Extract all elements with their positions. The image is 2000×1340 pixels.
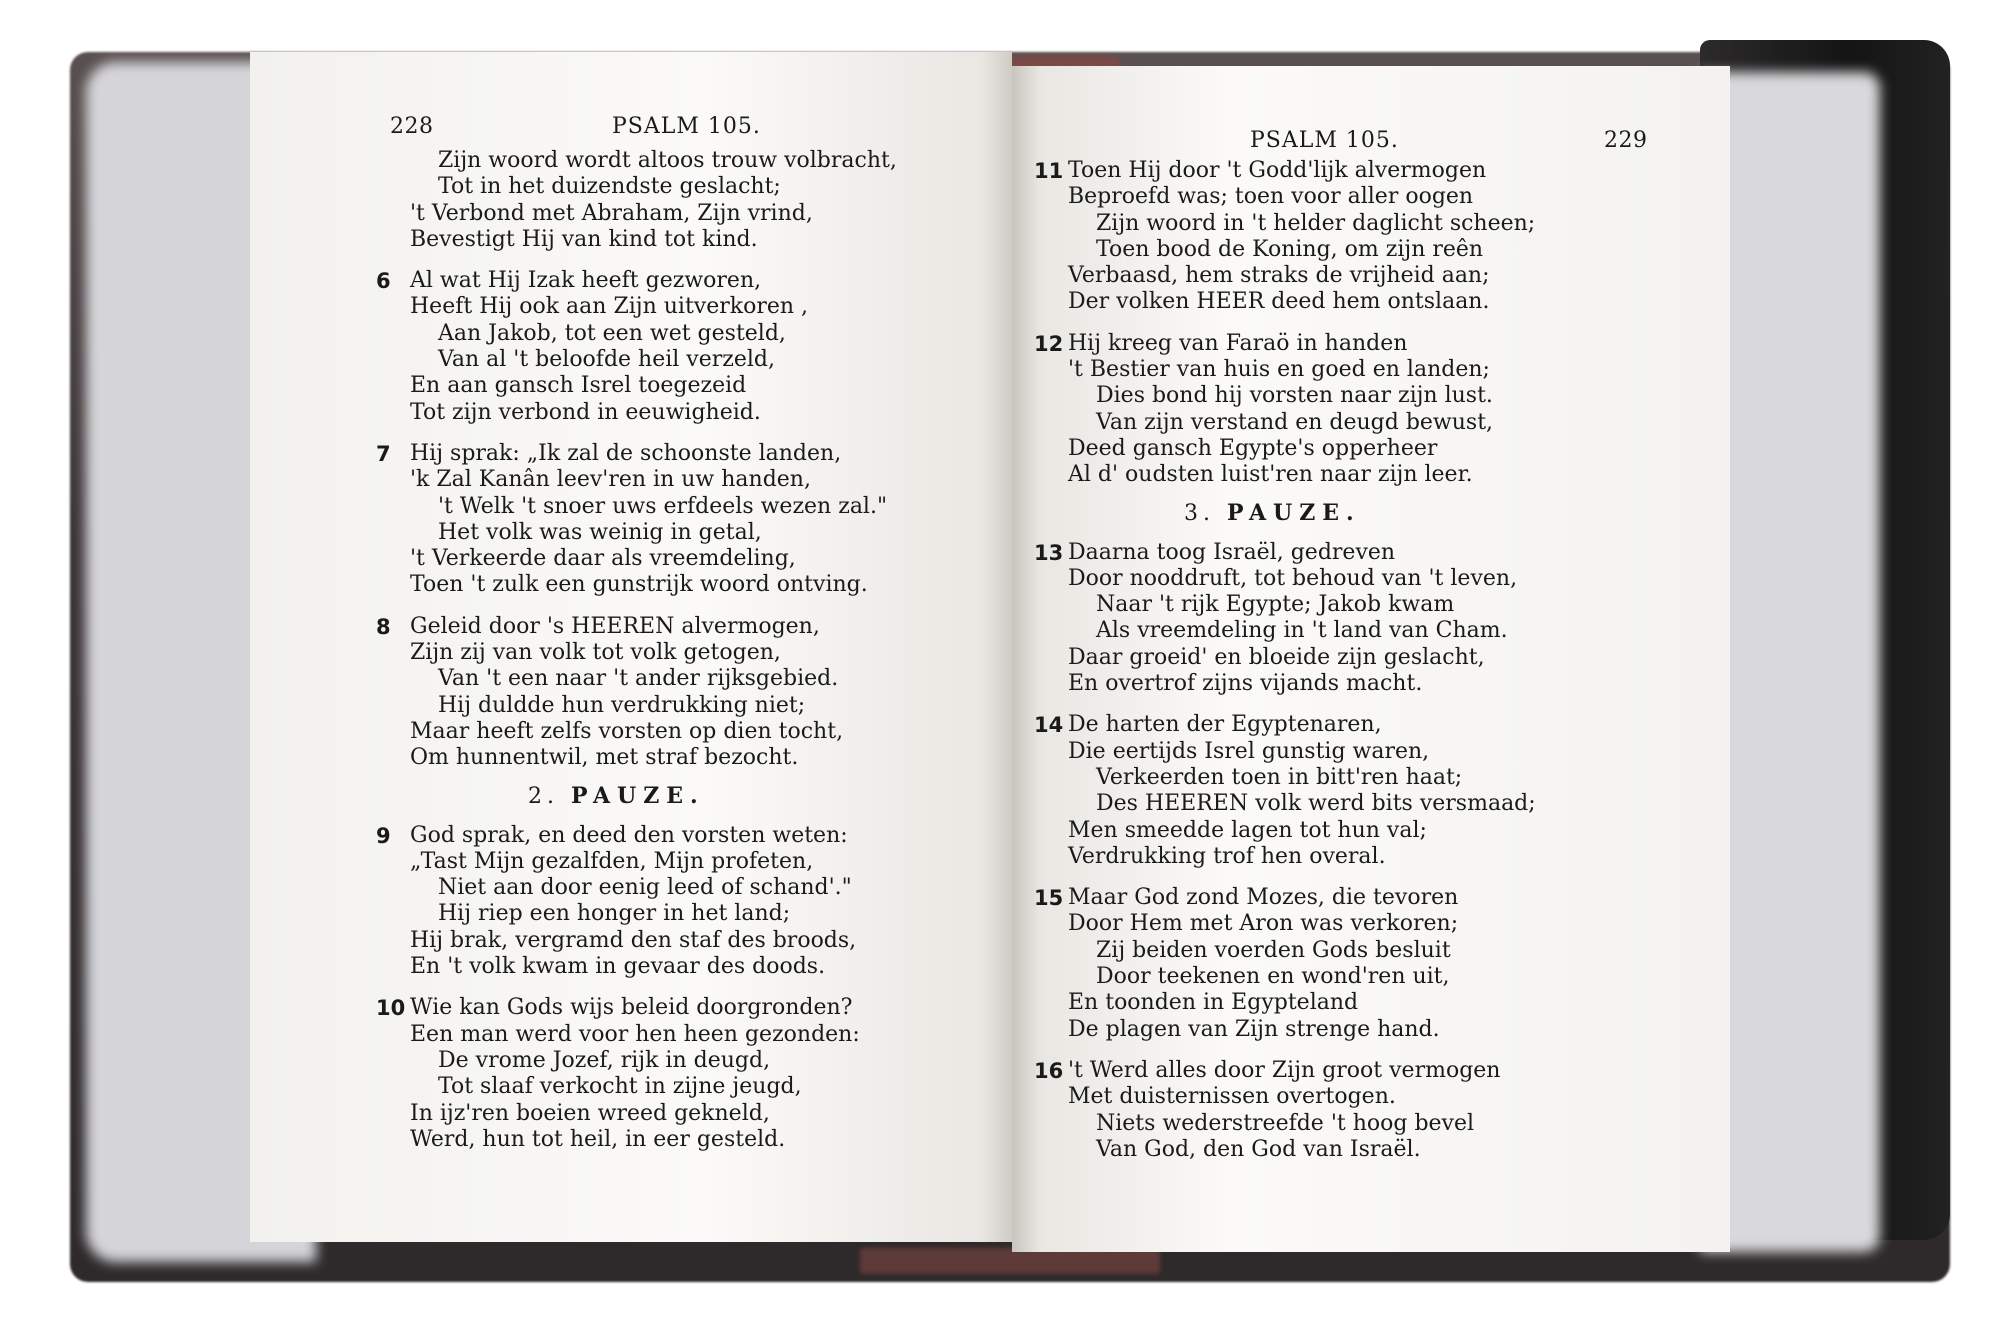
- verse-line: Met duisternissen overtogen.: [1068, 1084, 1396, 1110]
- verse-line: Dies bond hij vorsten naar zijn lust.: [1096, 383, 1493, 409]
- verse-line: Door Hem met Aron was verkoren;: [1068, 911, 1459, 937]
- verse-line: Bevestigt Hij van kind tot kind.: [410, 226, 758, 252]
- verse-line: Hij sprak: „Ik zal de schoonste landen,: [410, 440, 842, 466]
- stanza-7: [376, 440, 897, 599]
- verse-line: In ijz'ren boeien wreed gekneld,: [410, 1100, 770, 1126]
- right-page-text: [1034, 158, 1536, 1178]
- verse-line: God sprak, en deed den vorsten weten:: [410, 822, 848, 848]
- stanza-number: 14: [1034, 713, 1064, 738]
- verse-line: Van God, den God van Israël.: [1096, 1136, 1421, 1162]
- stanza-12: [1034, 330, 1536, 489]
- stanza-9: [376, 822, 897, 981]
- verse-line: Om hunnentwil, met straf bezocht.: [410, 745, 799, 771]
- page-number: 229: [1604, 128, 1648, 153]
- verse-line: Van al 't beloofde heil verzeld,: [438, 347, 775, 373]
- stanza-6: [376, 268, 897, 426]
- right-page: [1012, 66, 1730, 1252]
- pause-text: PAUZE.: [571, 782, 705, 809]
- verse-line: Verkeerden toen in bitt'ren haat;: [1096, 764, 1463, 790]
- pause-heading: [410, 783, 897, 813]
- verse-line: Toen Hij door 't Godd'lijk alvermogen: [1068, 158, 1487, 183]
- verse-line: Van 't een naar 't ander rijksgebied.: [438, 666, 839, 692]
- verse-line: De plagen van Zijn strenge hand.: [1068, 1016, 1440, 1042]
- verse-line: Zijn woord in 't helder daglicht scheen;: [1096, 210, 1536, 236]
- stanza-number: 11: [1034, 159, 1064, 183]
- verse-line: Aan Jakob, tot een wet gesteld,: [438, 320, 786, 346]
- stanza-number: 6: [376, 269, 391, 294]
- verse-line: Het volk was weinig in getal,: [438, 519, 762, 545]
- verse-line: Daarna toog Israël, gedreven: [1068, 539, 1396, 565]
- verse-line: Hij brak, vergramd den staf des broods,: [410, 927, 857, 953]
- stanza-10: [376, 995, 897, 1153]
- verse-line: Beproefd was; toen voor aller oogen: [1068, 184, 1474, 210]
- verse-line: Door teekenen en wond'ren uit,: [1096, 964, 1450, 990]
- stanza-number: 13: [1034, 540, 1064, 565]
- verse-line: 't Verkeerde daar als vreemdeling,: [410, 546, 796, 572]
- verse-line: Der volken HEER deed hem ontslaan.: [1068, 289, 1490, 315]
- stanza-13: [1034, 539, 1536, 698]
- pause-heading: [1068, 500, 1536, 530]
- stanza-continued: [410, 148, 897, 253]
- stanza-14: [1034, 712, 1536, 870]
- verse-line: Al d' oudsten luist'ren naar zijn leer.: [1068, 462, 1473, 488]
- verse-line: 't Welk 't snoer uws erfdeels wezen zal.": [438, 493, 888, 519]
- verse-line: Men smeedde lagen tot hun val;: [1068, 817, 1427, 843]
- verse-line: En aan gansch Isrel toegezeid: [410, 373, 747, 399]
- verse-line: Daar groeid' en bloeide zijn geslacht,: [1068, 644, 1485, 670]
- verse-line: Verdrukking trof hen overal.: [1068, 843, 1386, 869]
- pause-label: 3.: [1184, 500, 1215, 526]
- verse-line: Als vreemdeling in 't land van Cham.: [1096, 618, 1508, 644]
- verse-line: De harten der Egyptenaren,: [1068, 712, 1382, 738]
- verse-line: Geleid door 's HEEREN alvermogen,: [410, 613, 820, 639]
- verse-line: Toen bood de Koning, om zijn reên: [1096, 236, 1484, 262]
- stanza-number: 10: [376, 996, 406, 1021]
- stanza-number: 16: [1034, 1058, 1064, 1083]
- verse-line: Al wat Hij Izak heeft gezworen,: [410, 268, 762, 294]
- verse-line: Naar 't rijk Egypte; Jakob kwam: [1096, 592, 1455, 618]
- verse-line: Toen 't zulk een gunstrijk woord ontving.: [410, 572, 868, 598]
- verse-line: Verbaasd, hem straks de vrijheid aan;: [1068, 263, 1490, 289]
- pause-label: 2.: [528, 783, 559, 809]
- verse-line: Niet aan door eenig leed of schand'.": [438, 875, 852, 901]
- verse-line: En 't volk kwam in gevaar des doods.: [410, 954, 826, 980]
- verse-line: Zijn woord wordt altoos trouw volbracht,: [438, 148, 897, 173]
- page-title: PSALM 105.: [1250, 128, 1399, 153]
- verse-line: 't Verbond met Abraham, Zijn vrind,: [410, 200, 813, 226]
- verse-line: Heeft Hij ook aan Zijn uitverkoren ,: [410, 294, 809, 320]
- verse-line: Hij kreeg van Faraö in handen: [1068, 330, 1408, 356]
- stanza-number: 12: [1034, 331, 1064, 356]
- stanza-11: [1034, 158, 1536, 316]
- left-page-text: [376, 148, 897, 1168]
- verse-line: En overtrof zijns vijands macht.: [1068, 671, 1423, 697]
- verse-line: Tot zijn verbond in eeuwigheid.: [410, 399, 761, 425]
- verse-line: Hij riep een honger in het land;: [438, 901, 791, 927]
- page-title: PSALM 105.: [612, 114, 761, 139]
- verse-line: Hij duldde hun verdrukking niet;: [438, 692, 806, 718]
- verse-line: 't Bestier van huis en goed en landen;: [1068, 357, 1490, 383]
- verse-line: Werd, hun tot heil, in eer gesteld.: [410, 1126, 786, 1152]
- verse-line: Des HEEREN volk werd bits versmaad;: [1096, 791, 1536, 817]
- stanza-number: 15: [1034, 886, 1064, 911]
- stanza-number: 8: [376, 614, 391, 639]
- verse-line: Wie kan Gods wijs beleid doorgronden?: [410, 995, 853, 1021]
- stanza-15: [1034, 885, 1536, 1043]
- verse-line: Niets wederstreefde 't hoog bevel: [1096, 1110, 1475, 1136]
- stanza-number: 7: [376, 441, 391, 466]
- verse-line: De vrome Jozef, rijk in deugd,: [438, 1047, 771, 1073]
- verse-line: 't Werd alles door Zijn groot vermogen: [1068, 1057, 1501, 1083]
- verse-line: 'k Zal Kanân leev'ren in uw handen,: [410, 467, 811, 493]
- page-number: 228: [390, 114, 434, 139]
- stanza-number: 9: [376, 823, 391, 848]
- verse-line: Zij beiden voerden Gods besluit: [1096, 937, 1451, 963]
- verse-line: Van zijn verstand en deugd bewust,: [1096, 409, 1494, 435]
- stanza-8: [376, 613, 897, 772]
- stanza-16: [1034, 1057, 1536, 1163]
- verse-line: „Tast Mijn gezalfden, Mijn profeten,: [410, 848, 814, 874]
- verse-line: Maar God zond Mozes, die tevoren: [1068, 885, 1459, 911]
- verse-line: Deed gansch Egypte's opperheer: [1068, 435, 1438, 461]
- verse-line: Zijn zij van volk tot volk getogen,: [410, 640, 781, 666]
- verse-line: En toonden in Egypteland: [1068, 990, 1359, 1016]
- pause-text: PAUZE.: [1227, 499, 1361, 526]
- verse-line: Tot in het duizendste geslacht;: [438, 174, 781, 200]
- verse-line: Die eertijds Isrel gunstig waren,: [1068, 738, 1430, 764]
- verse-line: Maar heeft zelfs vorsten op dien tocht,: [410, 718, 844, 744]
- verse-line: Tot slaaf verkocht in zijne jeugd,: [438, 1074, 802, 1100]
- verse-line: Door nooddruft, tot behoud van 't leven,: [1068, 565, 1518, 591]
- left-page: [250, 52, 1012, 1242]
- verse-line: Een man werd voor hen heen gezonden:: [410, 1021, 860, 1047]
